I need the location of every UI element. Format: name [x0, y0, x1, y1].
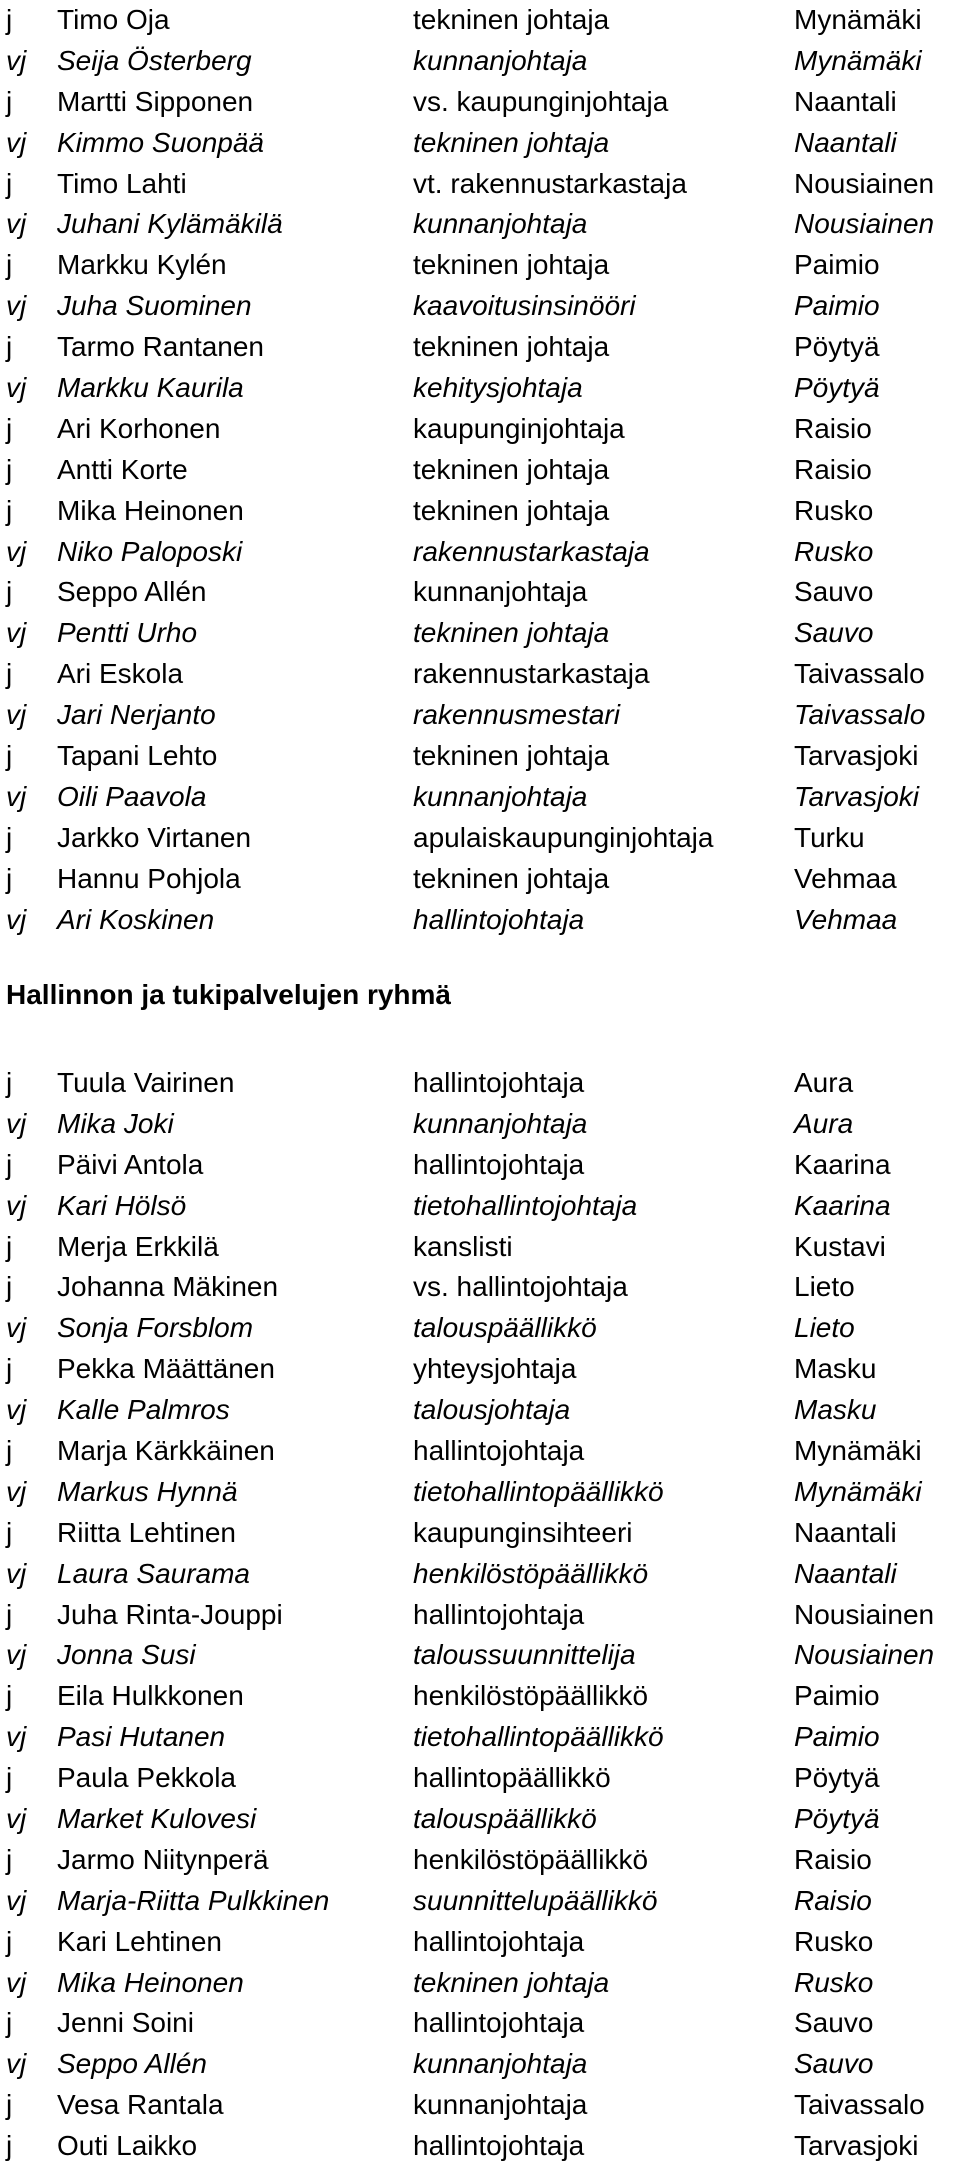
member-name: Laura Saurama: [57, 1557, 251, 1589]
member-name: Vesa Rantala: [57, 2089, 224, 2121]
member-role: j: [6, 1762, 13, 1794]
member-title: kaupunginjohtaja: [413, 412, 625, 444]
member-role: j: [6, 249, 13, 281]
member-name: Mika Heinonen: [57, 1966, 244, 1998]
member-name: Seppo Allén: [57, 576, 207, 608]
member-row: [0, 1717, 960, 1758]
member-row: [0, 1349, 960, 1390]
member-name: Hannu Pohjola: [57, 862, 241, 894]
member-municipality: Pöytyä: [794, 372, 880, 404]
member-row: [0, 1063, 960, 1104]
member-role: vj: [6, 903, 27, 935]
member-role: vj: [6, 780, 27, 812]
member-row: [0, 491, 960, 532]
member-role: j: [6, 1598, 13, 1630]
member-role: j: [6, 494, 13, 526]
member-title: hallintojohtaja: [413, 2130, 585, 2162]
member-municipality: Raisio: [794, 1843, 872, 1875]
member-name: Timo Oja: [57, 4, 170, 35]
member-title: tietohallintopäällikkö: [413, 1721, 664, 1753]
member-row: [0, 2044, 960, 2085]
member-title: kaavoitusinsinööri: [413, 290, 636, 322]
member-title: tekninen johtaja: [413, 862, 610, 894]
member-role: j: [6, 862, 13, 894]
member-row: [0, 695, 960, 736]
member-row: [0, 2085, 960, 2126]
member-municipality: Mynämäki: [794, 1435, 922, 1467]
member-title: kunnanjohtaja: [413, 2048, 588, 2080]
member-role: j: [6, 1148, 13, 1180]
member-title: tekninen johtaja: [413, 617, 610, 649]
member-role: j: [6, 1925, 13, 1957]
member-name: Ari Koskinen: [57, 903, 215, 935]
member-municipality: Masku: [794, 1394, 877, 1426]
member-municipality: Nousiainen: [794, 167, 935, 199]
member-role: j: [6, 2007, 13, 2039]
member-municipality: Naantali: [794, 126, 897, 158]
member-title: talouspäällikkö: [413, 1803, 597, 1835]
member-role: vj: [6, 126, 27, 158]
member-row: [0, 1227, 960, 1268]
member-municipality: Pöytyä: [794, 331, 880, 363]
member-role: vj: [6, 1475, 27, 1507]
member-title: hallintojohtaja: [413, 2007, 585, 2039]
member-name: Paula Pekkola: [57, 1762, 237, 1794]
member-municipality: Aura: [794, 1107, 854, 1139]
member-name: Johanna Mäkinen: [57, 1271, 279, 1303]
member-municipality: Raisio: [794, 1884, 872, 1916]
member-title: apulaiskaupunginjohtaja: [413, 821, 714, 853]
member-row: [0, 1431, 960, 1472]
member-title: hallintojohtaja: [413, 1148, 585, 1180]
member-row: [0, 1267, 960, 1308]
member-role: vj: [6, 1966, 27, 1998]
member-role: vj: [6, 1884, 27, 1916]
member-role: j: [6, 740, 13, 772]
member-row: [0, 1472, 960, 1513]
member-row: [0, 1390, 960, 1431]
member-title: kunnanjohtaja: [413, 576, 588, 608]
member-title: tekninen johtaja: [413, 4, 610, 35]
member-row: [0, 1963, 960, 2004]
member-municipality: Rusko: [794, 494, 874, 526]
member-row: [0, 900, 960, 941]
member-row: [0, 1799, 960, 1840]
member-role: j: [6, 2130, 13, 2162]
member-municipality: Raisio: [794, 412, 872, 444]
member-title: kunnanjohtaja: [413, 2089, 588, 2121]
member-row: [0, 1145, 960, 1186]
member-municipality: Paimio: [794, 290, 880, 322]
member-name: Jarmo Niitynperä: [57, 1843, 269, 1875]
member-role: j: [6, 1680, 13, 1712]
member-role: vj: [6, 617, 27, 649]
member-name: Market Kulovesi: [57, 1803, 257, 1835]
member-municipality: Sauvo: [794, 617, 874, 649]
member-role: j: [6, 331, 13, 363]
member-municipality: Nousiainen: [794, 208, 935, 240]
member-municipality: Rusko: [794, 535, 874, 567]
member-row: [0, 532, 960, 573]
member-municipality: Mynämäki: [794, 4, 922, 35]
member-role: j: [6, 1271, 13, 1303]
member-municipality: Vehmaa: [794, 862, 897, 894]
member-title: kunnanjohtaja: [413, 44, 588, 76]
member-name: Markus Hynnä: [57, 1475, 238, 1507]
member-name: Jenni Soini: [57, 2007, 194, 2039]
member-row: [0, 818, 960, 859]
member-municipality: Paimio: [794, 249, 880, 281]
member-title: tekninen johtaja: [413, 740, 610, 772]
member-title: tekninen johtaja: [413, 453, 610, 485]
member-municipality: Mynämäki: [794, 44, 922, 76]
member-role: j: [6, 658, 13, 690]
member-title: hallintojohtaja: [413, 1435, 585, 1467]
member-row: [0, 123, 960, 164]
member-role: j: [6, 167, 13, 199]
member-role: vj: [6, 1312, 27, 1344]
member-municipality: Kaarina: [794, 1148, 891, 1180]
member-title: tekninen johtaja: [413, 249, 610, 281]
member-title: kaupunginsihteeri: [413, 1516, 633, 1548]
member-name: Pasi Hutanen: [57, 1721, 226, 1753]
member-title: hallintojohtaja: [413, 1598, 585, 1630]
member-municipality: Sauvo: [794, 2007, 874, 2039]
member-role: j: [6, 1435, 13, 1467]
member-name: Marja-Riitta Pulkkinen: [57, 1884, 330, 1916]
member-municipality: Taivassalo: [794, 2089, 925, 2121]
member-name: Seppo Allén: [57, 2048, 207, 2080]
member-municipality: Sauvo: [794, 2048, 874, 2080]
member-role: j: [6, 1516, 13, 1548]
member-municipality: Lieto: [794, 1271, 855, 1303]
member-row: [0, 82, 960, 123]
member-name: Seija Österberg: [57, 44, 252, 76]
member-municipality: Pöytyä: [794, 1762, 880, 1794]
member-row: [0, 245, 960, 286]
member-role: vj: [6, 1557, 27, 1589]
member-title: kunnanjohtaja: [413, 780, 588, 812]
member-row: [0, 859, 960, 900]
member-title: tekninen johtaja: [413, 1966, 610, 1998]
member-municipality: Taivassalo: [794, 699, 926, 731]
member-municipality: Raisio: [794, 453, 872, 485]
member-name: Tapani Lehto: [57, 740, 218, 772]
member-name: Tarmo Rantanen: [57, 331, 265, 363]
member-role: vj: [6, 1803, 27, 1835]
member-title: tekninen johtaja: [413, 331, 610, 363]
member-municipality: Turku: [794, 821, 865, 853]
member-municipality: Kustavi: [794, 1230, 886, 1262]
member-row: [0, 286, 960, 327]
member-row: [0, 777, 960, 818]
member-role: vj: [6, 208, 27, 240]
member-role: vj: [6, 290, 27, 322]
member-role: j: [6, 1843, 13, 1875]
member-name: Pekka Määttänen: [57, 1353, 275, 1385]
member-name: Timo Lahti: [57, 167, 187, 199]
member-municipality: Tarvasjoki: [794, 780, 920, 812]
member-title: henkilöstöpäällikkö: [413, 1680, 649, 1712]
member-row: [0, 327, 960, 368]
member-name: Kari Lehtinen: [57, 1925, 223, 1957]
member-row: [0, 1881, 960, 1922]
member-title: kehitysjohtaja: [413, 372, 583, 404]
member-name: Jonna Susi: [57, 1639, 196, 1671]
member-municipality: Pöytyä: [794, 1803, 880, 1835]
member-row: [0, 204, 960, 245]
member-row: [0, 1513, 960, 1554]
member-name: Kari Hölsö: [57, 1189, 187, 1221]
member-title: talousjohtaja: [413, 1394, 571, 1426]
member-title: rakennustarkastaja: [413, 535, 650, 567]
member-name: Riitta Lehtinen: [57, 1516, 237, 1548]
member-title: tekninen johtaja: [413, 494, 610, 526]
member-title: yhteysjohtaja: [413, 1353, 577, 1385]
member-name: Merja Erkkilä: [57, 1230, 219, 1262]
member-name: Niko Paloposki: [57, 535, 243, 567]
member-role: j: [6, 85, 13, 117]
member-name: Pentti Urho: [57, 617, 198, 649]
member-role: vj: [6, 1189, 27, 1221]
member-title: hallintojohtaja: [413, 1067, 585, 1098]
member-name: Jarkko Virtanen: [57, 821, 252, 853]
member-role: j: [6, 1230, 13, 1262]
member-row: [0, 450, 960, 491]
member-name: Kimmo Suonpää: [57, 126, 265, 158]
member-role: j: [6, 2089, 13, 2121]
member-title: tekninen johtaja: [413, 126, 610, 158]
member-title: kunnanjohtaja: [413, 208, 588, 240]
member-title: vs. hallintojohtaja: [413, 1271, 628, 1303]
member-name: Martti Sipponen: [57, 85, 254, 117]
member-row: [0, 1595, 960, 1636]
member-municipality: Rusko: [794, 1925, 874, 1957]
member-row: [0, 1104, 960, 1145]
member-title: hallintojohtaja: [413, 1925, 585, 1957]
member-name: Marja Kärkkäinen: [57, 1435, 275, 1467]
member-name: Tuula Vairinen: [57, 1067, 235, 1098]
member-municipality: Tarvasjoki: [794, 740, 919, 772]
member-title: rakennusmestari: [413, 699, 620, 731]
member-row: [0, 736, 960, 777]
member-row: [0, 164, 960, 205]
member-table-section-2: [0, 1063, 960, 2167]
member-municipality: Masku: [794, 1353, 877, 1385]
member-title: kunnanjohtaja: [413, 1107, 588, 1139]
member-title: henkilöstöpäällikkö: [413, 1557, 649, 1589]
member-role: vj: [6, 699, 27, 731]
member-row: [0, 2126, 960, 2167]
member-municipality: Naantali: [794, 1557, 897, 1589]
member-title: vt. rakennustarkastaja: [413, 167, 687, 199]
member-municipality: Taivassalo: [794, 658, 925, 690]
member-title: kanslisti: [413, 1230, 513, 1262]
member-role: vj: [6, 44, 27, 76]
member-role: vj: [6, 2048, 27, 2080]
member-municipality: Nousiainen: [794, 1639, 935, 1671]
member-municipality: Tarvasjoki: [794, 2130, 919, 2162]
member-row: [0, 1635, 960, 1676]
member-municipality: Paimio: [794, 1721, 880, 1753]
member-role: vj: [6, 1107, 27, 1139]
member-role: vj: [6, 1639, 27, 1671]
member-name: Markku Kaurila: [57, 372, 244, 404]
member-name: Outi Laikko: [57, 2130, 198, 2162]
member-row: [0, 0, 960, 41]
member-municipality: Sauvo: [794, 576, 874, 608]
member-name: Eila Hulkkonen: [57, 1680, 244, 1712]
member-municipality: Paimio: [794, 1680, 880, 1712]
member-row: [0, 572, 960, 613]
member-name: Juha Rinta-Jouppi: [57, 1598, 283, 1630]
member-name: Mika Heinonen: [57, 494, 244, 526]
member-role: j: [6, 453, 13, 485]
member-name: Päivi Antola: [57, 1148, 204, 1180]
member-municipality: Nousiainen: [794, 1598, 935, 1630]
member-municipality: Lieto: [794, 1312, 855, 1344]
member-role: j: [6, 4, 13, 35]
member-role: vj: [6, 1721, 27, 1753]
member-title: henkilöstöpäällikkö: [413, 1843, 649, 1875]
member-role: j: [6, 1353, 13, 1385]
member-row: [0, 1308, 960, 1349]
member-row: [0, 1554, 960, 1595]
member-row: [0, 613, 960, 654]
member-row: [0, 2003, 960, 2044]
member-name: Ari Eskola: [57, 658, 184, 690]
member-role: vj: [6, 1394, 27, 1426]
member-role: j: [6, 576, 13, 608]
member-municipality: Aura: [794, 1067, 854, 1098]
member-row: [0, 1676, 960, 1717]
member-name: Antti Korte: [57, 453, 188, 485]
member-title: tietohallintojohtaja: [413, 1189, 638, 1221]
member-municipality: Kaarina: [794, 1189, 891, 1221]
member-row: [0, 1922, 960, 1963]
member-name: Ari Korhonen: [57, 412, 221, 444]
member-row: [0, 41, 960, 82]
member-name: Juha Suominen: [57, 290, 252, 322]
member-title: hallintopäällikkö: [413, 1762, 611, 1794]
member-title: talouspäällikkö: [413, 1312, 597, 1344]
member-row: [0, 409, 960, 450]
member-name: Sonja Forsblom: [57, 1312, 254, 1344]
member-name: Markku Kylén: [57, 249, 227, 281]
member-title: rakennustarkastaja: [413, 658, 650, 690]
member-row: [0, 654, 960, 695]
member-municipality: Naantali: [794, 85, 897, 117]
member-name: Juhani Kylämäkilä: [57, 208, 283, 240]
member-municipality: Rusko: [794, 1966, 874, 1998]
member-role: vj: [6, 535, 27, 567]
member-role: j: [6, 412, 13, 444]
member-title: suunnittelupäällikkö: [413, 1884, 658, 1916]
member-name: Mika Joki: [57, 1107, 174, 1139]
member-role: j: [6, 821, 13, 853]
member-row: [0, 1758, 960, 1799]
member-title: tietohallintopäällikkö: [413, 1475, 664, 1507]
member-name: Oili Paavola: [57, 780, 207, 812]
section-heading: Hallinnon ja tukipalvelujen ryhmä: [6, 979, 451, 1010]
member-title: vs. kaupunginjohtaja: [413, 85, 669, 117]
member-title: taloussuunnittelija: [413, 1639, 636, 1671]
member-name: Jari Nerjanto: [57, 699, 216, 731]
member-role: vj: [6, 372, 27, 404]
member-row: [0, 1186, 960, 1227]
member-municipality: Naantali: [794, 1516, 897, 1548]
member-table-section-1: [0, 0, 960, 940]
member-municipality: Vehmaa: [794, 903, 898, 935]
member-municipality: Mynämäki: [794, 1475, 922, 1507]
member-row: [0, 1840, 960, 1881]
member-row: [0, 368, 960, 409]
member-role: j: [6, 1067, 13, 1098]
member-title: hallintojohtaja: [413, 903, 585, 935]
member-name: Kalle Palmros: [57, 1394, 230, 1426]
